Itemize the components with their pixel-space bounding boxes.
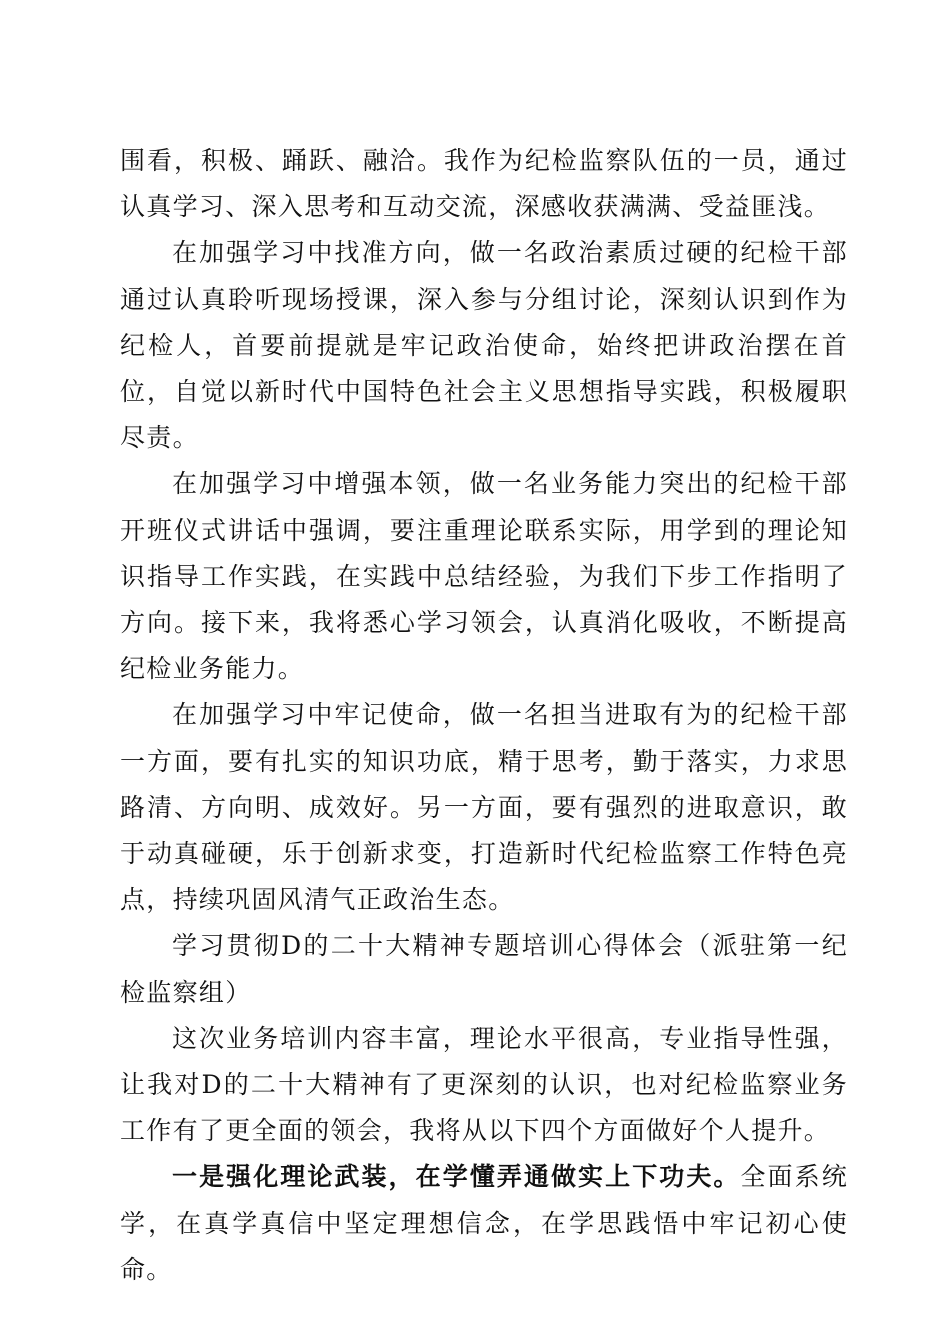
document-body (120, 138, 848, 1293)
paragraph-7-lead: 一是强化理论武装，在学懂弄通做实上下功夫。 (172, 1162, 741, 1192)
paragraph-1: 围看，积极、踊跃、融洽。我作为纪检监察队伍的一员，通过认真学习、深入思考和互动交流，深感收获满满、受益匪浅。 (120, 146, 848, 222)
paragraph-7 (120, 1154, 848, 1293)
paragraph-5-heading: 学习贯彻D的二十大精神专题培训心得体会（派驻第一纪检监察组） (120, 931, 848, 1007)
paragraph-6: 这次业务培训内容丰富，理论水平很高，专业指导性强，让我对D的二十大精神有了更深刻的认识，也对纪检监察业务工作有了更全面的领会，我将从以下四个方面做好个人提升。 (120, 1023, 848, 1146)
paragraph-7-text: 全面系统学，在真学真信中坚定理想信念，在学思践悟中牢记初心使命。 (120, 1162, 848, 1284)
paragraph-2: 在加强学习中找准方向，做一名政治素质过硬的纪检干部通过认真聆听现场授课，深入参与分组讨论，深刻认识到作为纪检人，首要前提就是牢记政治使命，始终把讲政治摆在首位，自觉以新时代中国特色社会主义思想指导实践，积极履职尽责。 (120, 238, 848, 453)
paragraph-3: 在加强学习中增强本领，做一名业务能力突出的纪检干部开班仪式讲话中强调，要注重理论联系实际，用学到的理论知识指导工作实践，在实践中总结经验，为我们下步工作指明了方向。接下来，我将悉心学习领会，认真消化吸收，不断提高纪检业务能力。 (120, 469, 848, 684)
paragraph-4: 在加强学习中牢记使命，做一名担当进取有为的纪检干部一方面，要有扎实的知识功底，精于思考，勤于落实，力求思路清、方向明、成效好。另一方面，要有强烈的进取意识，敢于动真碰硬，乐于创新求变，打造新时代纪检监察工作特色亮点，持续巩固风清气正政治生态。 (120, 700, 848, 915)
